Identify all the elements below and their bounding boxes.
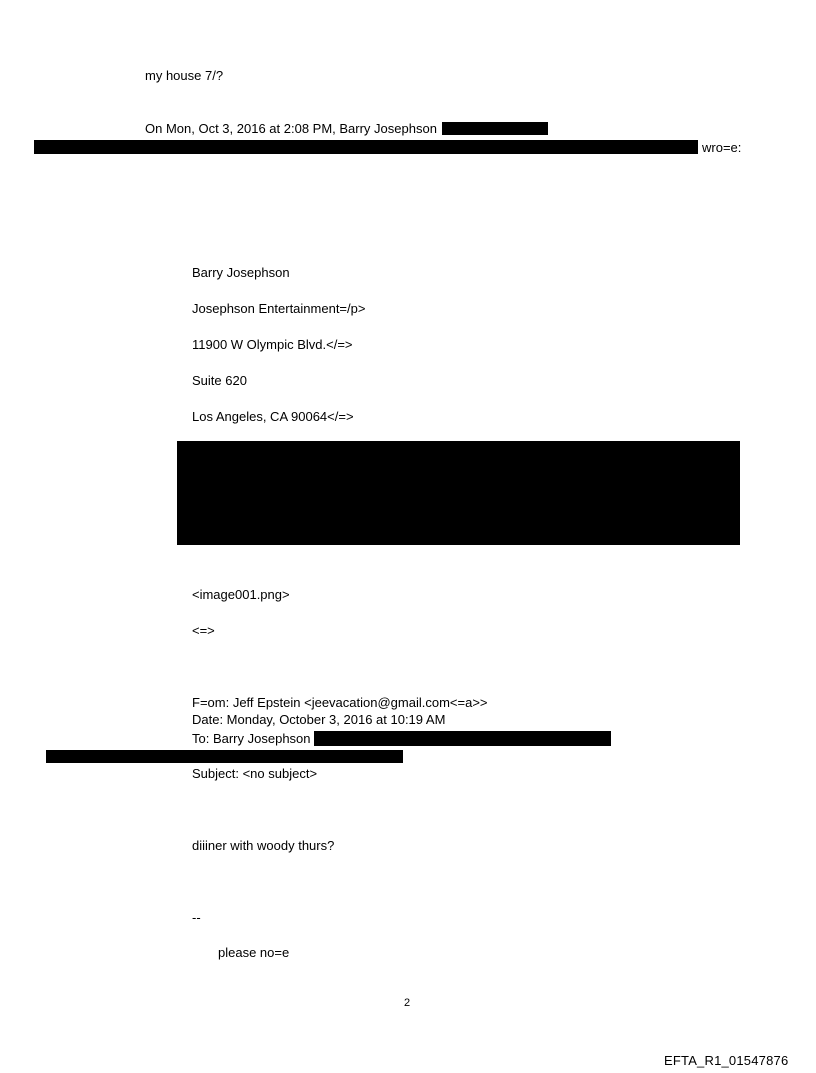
attachment-marker: <=> [192, 623, 215, 638]
redaction-signature-block [177, 441, 740, 545]
attachment-image: <image001.png> [192, 587, 290, 602]
forwarded-body: diiiner with woody thurs? [192, 838, 335, 853]
forwarded-subject: Subject: <no subject> [192, 766, 318, 781]
signature-address-line1: 11900 W Olympic Blvd.</=> [192, 337, 353, 352]
signature-company: Josephson Entertainment=/p> [192, 301, 366, 316]
forwarded-to: To: Barry Josephson [192, 731, 311, 746]
redaction-header-continuation [34, 140, 698, 154]
redaction-to-continuation [46, 750, 403, 763]
redaction-email-header [442, 122, 548, 135]
signature-name: Barry Josephson [192, 265, 290, 280]
reply-line: my house 7/? [145, 68, 224, 83]
quote-header: On Mon, Oct 3, 2016 at 2:08 PM, Barry Josephson [145, 121, 437, 136]
page-number: 2 [404, 997, 411, 1009]
quote-header-end: wro=e: [702, 140, 742, 155]
signature-address-line2: Suite 620 [192, 373, 247, 388]
bates-number: EFTA_R1_01547876 [664, 1053, 789, 1068]
signature-separator: -- [192, 910, 201, 925]
signature-text: please no=e [218, 945, 290, 960]
signature-address-line3: Los Angeles, CA 90064</=> [192, 409, 354, 424]
forwarded-from: F=om: Jeff Epstein <jeevacation@gmail.com<=a>> [192, 695, 488, 710]
redaction-to-address [314, 731, 611, 746]
forwarded-date: Date: Monday, October 3, 2016 at 10:19 AM [192, 712, 446, 727]
